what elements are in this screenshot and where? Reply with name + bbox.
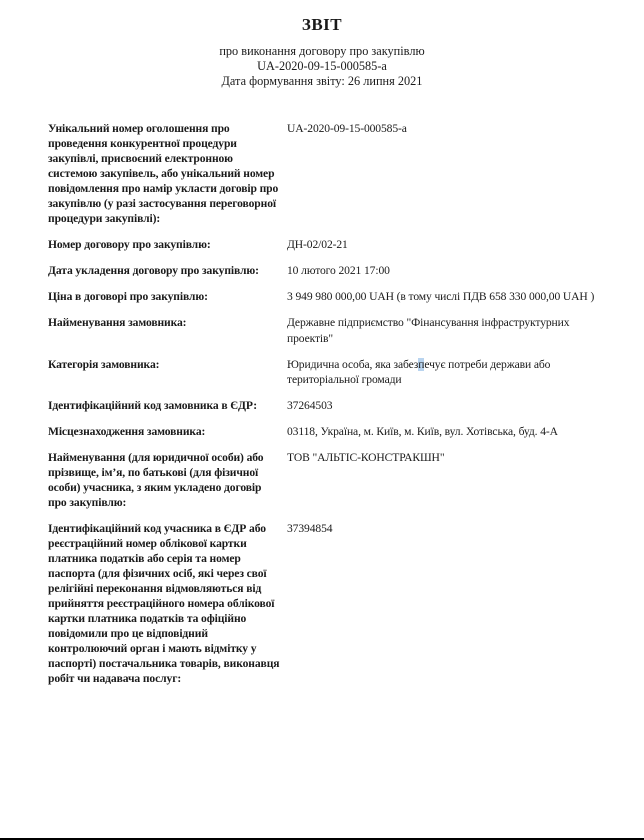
field-value: 03118, Україна, м. Київ, м. Київ, вул. Хотівська, буд. 4-А <box>287 424 558 438</box>
field-row-contract-number <box>48 237 596 252</box>
field-row-customer-address <box>48 424 596 439</box>
field-label: Дата укладення договору про закупівлю: <box>48 264 259 278</box>
field-row-announcement-number <box>48 121 596 226</box>
document-generation-date: Дата формування звіту: 26 липня 2021 <box>221 73 423 88</box>
report-fields-list <box>48 121 596 697</box>
field-label: Місцезнаходження замовника: <box>48 424 206 438</box>
field-label: Ціна в договорі про закупівлю: <box>48 290 208 304</box>
field-label: Ідентифікаційний код замовника в ЄДР: <box>48 398 258 412</box>
field-value: 3 949 980 000,00 UAH (в тому числі ПДВ 658 330 000,00 UAH ) <box>287 290 595 304</box>
field-value: 37264503 <box>287 398 333 412</box>
field-row-supplier-edr-code <box>48 521 596 687</box>
field-value-text-after-selection: ечує потреби держави або територіальної громади <box>287 357 551 386</box>
field-value: ДН-02/02-21 <box>287 238 348 252</box>
field-value: UA-2020-09-15-000585-a <box>287 122 407 135</box>
document-header <box>0 0 644 89</box>
field-label: Найменування (для юридичної особи) або прізвище, ім’я, по батькові (для фізичної особи) учасника, з яким укладено договір про закупівлю: <box>48 450 264 509</box>
field-label: Унікальний номер оголошення про проведення конкурентної процедури закупівлі, присвоєний електронною системою закупівель, або унікальний номер повідомлення про намір укласти договір про закупівлю (у разі застосування переговорної процедури закупівлі): <box>48 122 279 226</box>
field-value-text-before-selection: Юридична особа, яка забез <box>287 357 419 371</box>
field-value: 37394854 <box>287 521 333 535</box>
field-label: Найменування замовника: <box>48 316 187 330</box>
field-value: Державне підприємство "Фінансування інфраструктурних проектів" <box>287 316 570 345</box>
field-row-supplier-name <box>48 450 596 510</box>
field-value <box>287 357 596 387</box>
document-subtitle-purpose: про виконання договору про закупівлю <box>219 43 425 58</box>
field-row-customer-category <box>48 357 596 387</box>
document-announcement-id: UA-2020-09-15-000585-a <box>257 58 387 73</box>
field-label: Категорія замовника: <box>48 357 160 371</box>
text-selection-highlight: п <box>418 357 425 371</box>
field-row-contract-date <box>48 263 596 278</box>
field-row-contract-price <box>48 289 596 304</box>
field-value: 10 лютого 2021 17:00 <box>287 264 390 278</box>
field-row-customer-name <box>48 315 596 345</box>
page-title: ЗВІТ <box>301 15 343 34</box>
field-row-customer-edr-code <box>48 398 596 413</box>
field-label: Ідентифікаційний код учасника в ЄДР або реєстраційний номер облікової картки платника податків або серія та номер паспорта (для фізичних осіб, які через свої релігійні переконання відмовляються від прийняття реєстраційного номера облікової картки платника податків та офіційно повідомили про це відповідний контролюючий орган і мають відмітку у паспорті) постачальника товарів, виконавця робіт чи надавача послуг: <box>48 521 280 686</box>
field-value: ТОВ "АЛЬТІС-КОНСТРАКШН" <box>287 450 445 464</box>
field-label: Номер договору про закупівлю: <box>48 238 211 252</box>
